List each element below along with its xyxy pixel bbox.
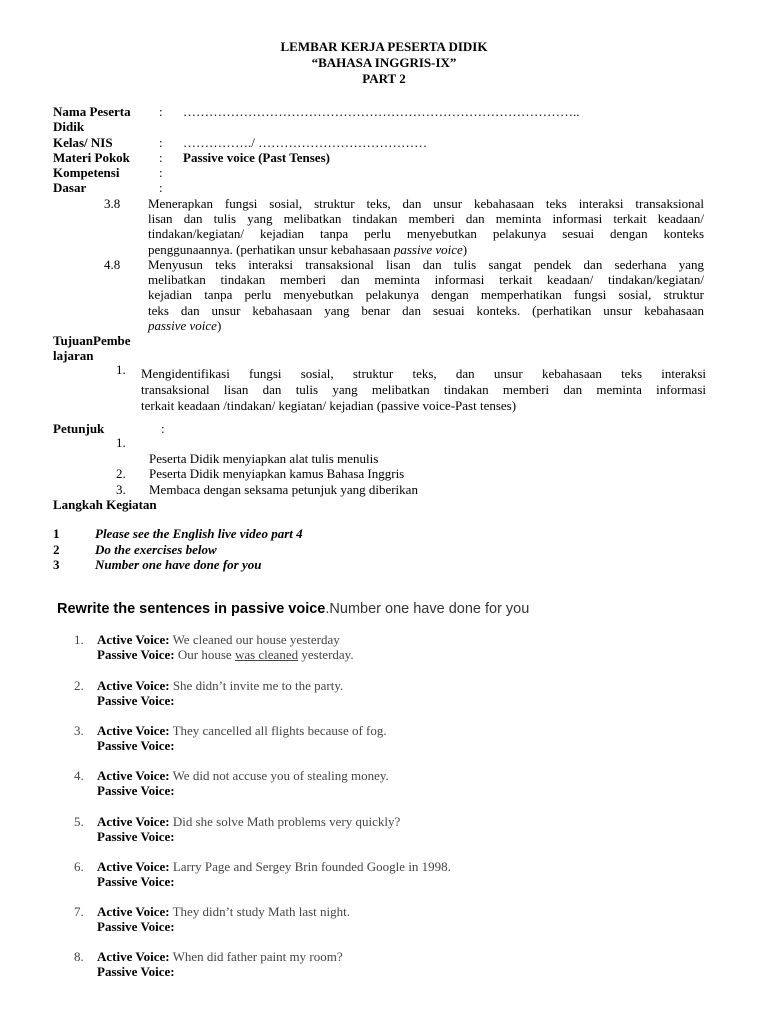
kd-line: passive voice)	[148, 317, 222, 333]
kd-number: 4.8	[104, 257, 121, 272]
materi-label: Materi Pokok	[53, 150, 130, 165]
kd-number: 3.8	[104, 196, 121, 211]
tujuan-text	[141, 366, 706, 414]
petunjuk-item: Membaca dengan seksama petunjuk yang diberikan	[149, 482, 418, 497]
kompetensi-label: Kompetensi	[53, 165, 120, 180]
petunjuk-item: Peserta Didik menyiapkan kamus Bahasa Inggris	[149, 466, 405, 481]
passive-answer-field[interactable]: Passive Voice:	[97, 964, 175, 979]
kd-line: lisan dan tulis yang melibatkan tindakan memberi dan meminta informasi terkait keadaan/	[148, 211, 704, 227]
nama-field[interactable]: ………………………………………………………………………………..	[183, 104, 580, 119]
kompetensi-label-cont: Dasar	[53, 180, 87, 195]
kd-line: penggunaannya. (perhatikan unsur kebahasaan passive voice)	[148, 241, 468, 257]
dasar-colon: :	[159, 180, 163, 195]
kelas-field[interactable]: ……………./ …………………………………	[183, 135, 428, 150]
nama-label-cont: Didik	[53, 119, 85, 134]
doc-subject: “BAHASA INGGRIS-IX”	[311, 55, 457, 70]
passive-answer-field[interactable]: Passive Voice:	[97, 829, 175, 844]
kd-text	[148, 196, 704, 257]
doc-part: PART 2	[362, 71, 406, 86]
kd-line: Menerapkan fungsi sosial, struktur teks, dan unsur kebahasaan teks interaksi transaksional	[148, 196, 704, 211]
petunjuk-number: 3.	[116, 482, 126, 497]
tujuan-line: terkait keadaan /tindakan/ kegiatan/ kejadian (passive voice-Past tenses)	[141, 398, 517, 413]
kompetensi-colon: :	[159, 165, 163, 180]
petunjuk-label: Petunjuk	[53, 421, 105, 436]
tujuan-line: Mengidentifikasi fungsi sosial, struktur teks, dan unsur kebahasaan teks interaksi	[141, 366, 706, 381]
materi-value: Passive voice (Past Tenses)	[183, 150, 330, 165]
petunjuk-number: 1.	[116, 435, 126, 450]
petunjuk-number: 2.	[116, 466, 126, 481]
petunjuk-colon: :	[161, 421, 165, 436]
langkah-label: Langkah Kegiatan	[53, 497, 157, 512]
kd-line: melibatkan tindakan memberi dan meminta informasi terkait keadaan/ tindakan/kegiatan/	[148, 272, 704, 288]
kd-line: kejadian tanpa perlu menyebutkan pelakunya dengan memperhatikan fungsi sosial, struktur	[148, 287, 704, 303]
exercise-heading: Rewrite the sentences in passive voice.Number one have done for you	[57, 601, 530, 617]
kd-text	[148, 257, 704, 333]
nama-colon: :	[159, 104, 163, 119]
passive-answer-field[interactable]: Passive Voice:	[97, 693, 175, 708]
kelas-label: Kelas/ NIS	[53, 135, 113, 150]
kd-line: tindakan/kegiatan/ kejadian tanpa perlu menyebutkan pelakunya sesuai dengan konteks	[148, 226, 704, 242]
doc-title: LEMBAR KERJA PESERTA DIDIK	[280, 39, 488, 54]
tujuan-number: 1.	[116, 362, 126, 377]
kd-line: teks dan unsur kebahasaan yang benar dan sesuai konteks. (perhatikan unsur kebahasaan	[148, 302, 704, 318]
nama-label: Nama Peserta	[53, 104, 131, 119]
kelas-colon: :	[159, 135, 163, 150]
kd-line: Menyusun teks interaksi transaksional lisan dan tulis sangat pendek dan sederhana yang	[148, 257, 704, 272]
petunjuk-item: Peserta Didik menyiapkan alat tulis menulis	[149, 451, 379, 466]
passive-answer-field[interactable]: Passive Voice:	[97, 874, 175, 889]
materi-colon: :	[159, 150, 163, 165]
tujuan-label-cont: lajaran	[53, 348, 94, 363]
tujuan-line: transaksional lisan dan tulis yang melibatkan tindakan memberi dan meminta informasi	[141, 382, 706, 397]
passive-answer-field[interactable]: Passive Voice:	[97, 919, 175, 934]
passive-answer-field[interactable]: Passive Voice:	[97, 738, 175, 753]
tujuan-label: TujuanPembe	[53, 333, 131, 348]
passive-answer-field[interactable]: Passive Voice:	[97, 783, 175, 798]
